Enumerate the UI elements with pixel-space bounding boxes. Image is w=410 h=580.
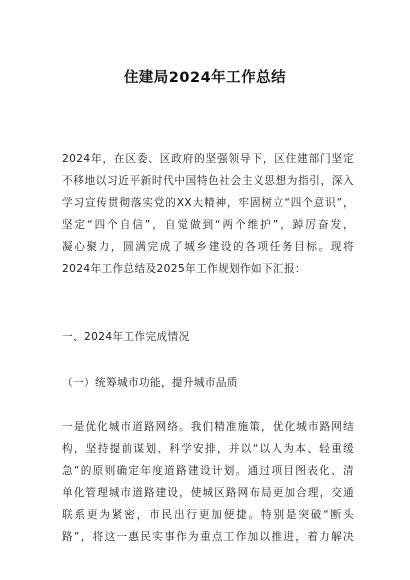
paragraph-line: 2024年，在区委、区政府的坚强领导下，区住建部门坚定: [62, 153, 354, 165]
paragraph-line: 单化管理城市道路建设，使城区路网布局更加合理，交通: [62, 487, 354, 499]
body-paragraph: [62, 416, 354, 548]
paragraph-line: 不移地以习近平新时代中国特色社会主义思想为指引，深入: [62, 175, 354, 187]
section-heading: 一、2024年工作完成情况: [62, 331, 190, 343]
paragraph-line: 凝心聚力，圆满完成了城乡建设的各项任务目标。现将: [62, 241, 354, 253]
paragraph-line: 一是优化城市道路网络。我们精准施策，优化城市路网结: [62, 421, 354, 433]
paragraph-line: 构，坚持提前谋划、科学安排，并以“以人为本、轻重缓: [62, 443, 354, 455]
intro-paragraph: [62, 148, 354, 280]
paragraph-line: 急”的原则确定年度道路建设计划。通过项目图表化、清: [62, 465, 354, 477]
document-title: 住建局2024年工作总结: [123, 70, 287, 86]
paragraph-line: 路”，将这一惠民实事作为重点工作加以推进，着力解决: [62, 531, 354, 543]
paragraph-line: 坚定“四个自信”，自觉做到“两个维护”，踔厉奋发，: [62, 219, 354, 231]
paragraph-line: 2024年工作总结及2025年工作规划作如下汇报：: [62, 263, 307, 275]
paragraph-line: 学习宣传贯彻落实党的XX大精神，牢固树立“四个意识”，: [62, 197, 354, 209]
subsection-heading: （一）统筹城市功能，提升城市品质: [62, 377, 238, 389]
paragraph-line: 联系更为紧密，市民出行更加便捷。特别是突破“断头: [62, 509, 354, 521]
